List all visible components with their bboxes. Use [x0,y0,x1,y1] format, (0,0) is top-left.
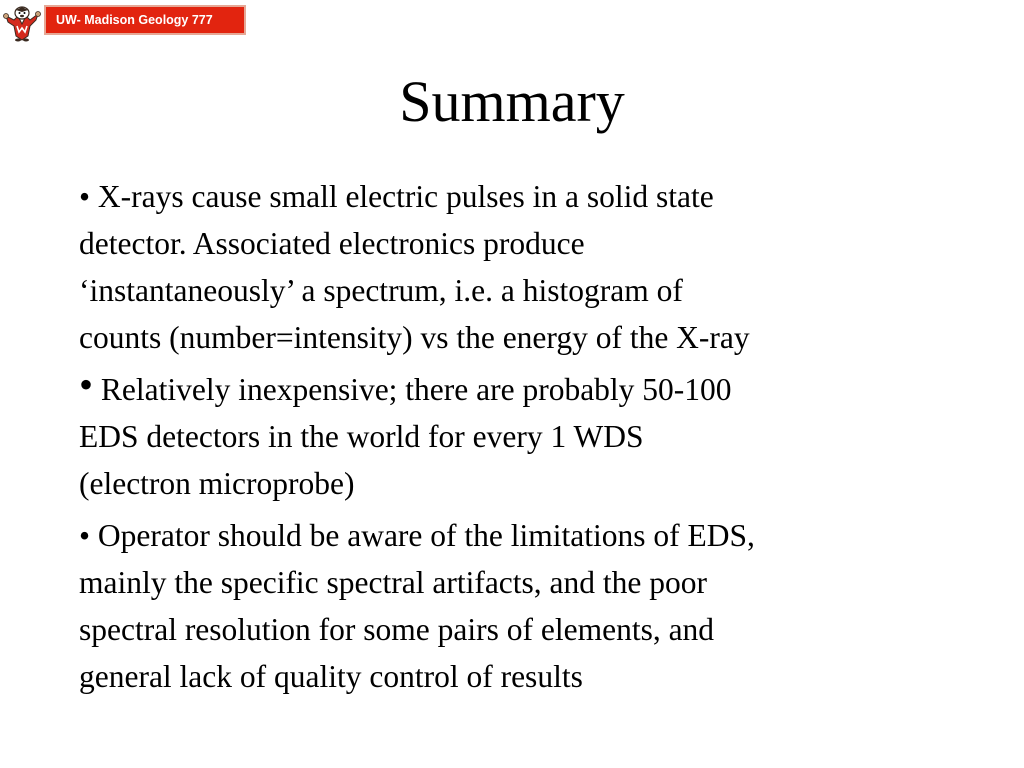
bullet-item-1 [79,173,959,361]
bullet-line: counts (number=intensity) vs the energy of the X-ray [79,320,750,355]
badger-logo [2,2,42,42]
bullet-text: Operator should be aware of the limitations of EDS, [90,518,755,553]
bullet-item-3 [79,512,959,700]
bullet-marker: • [79,362,94,407]
bullet-line: mainly the specific spectral artifacts, and the poor [79,565,708,600]
bullet-line [79,173,959,220]
bullet-line [79,362,959,413]
bullet-text: X-rays cause small electric pulses in a solid state [90,179,714,214]
bullet-item-2 [79,362,959,507]
bullet-line: (electron microprobe) [79,466,355,501]
bullet-line: EDS detectors in the world for every 1 WDS [79,419,644,454]
bullet-marker: • [79,518,91,553]
bullet-line: general lack of quality control of results [79,659,583,694]
bullet-line [79,512,959,559]
bullet-line: ‘instantaneously’ a spectrum, i.e. a histogram of [79,273,683,308]
slide-title: Summary [399,69,625,134]
bullet-list [79,173,959,705]
bullet-line: detector. Associated electronics produce [79,226,585,261]
course-badge: UW- Madison Geology 777 [44,5,246,35]
bullet-marker: • [79,179,91,214]
badger-logo-icon [2,2,42,42]
bullet-line: spectral resolution for some pairs of elements, and [79,612,715,647]
bullet-text: Relatively inexpensive; there are probably 50-100 [93,372,732,407]
